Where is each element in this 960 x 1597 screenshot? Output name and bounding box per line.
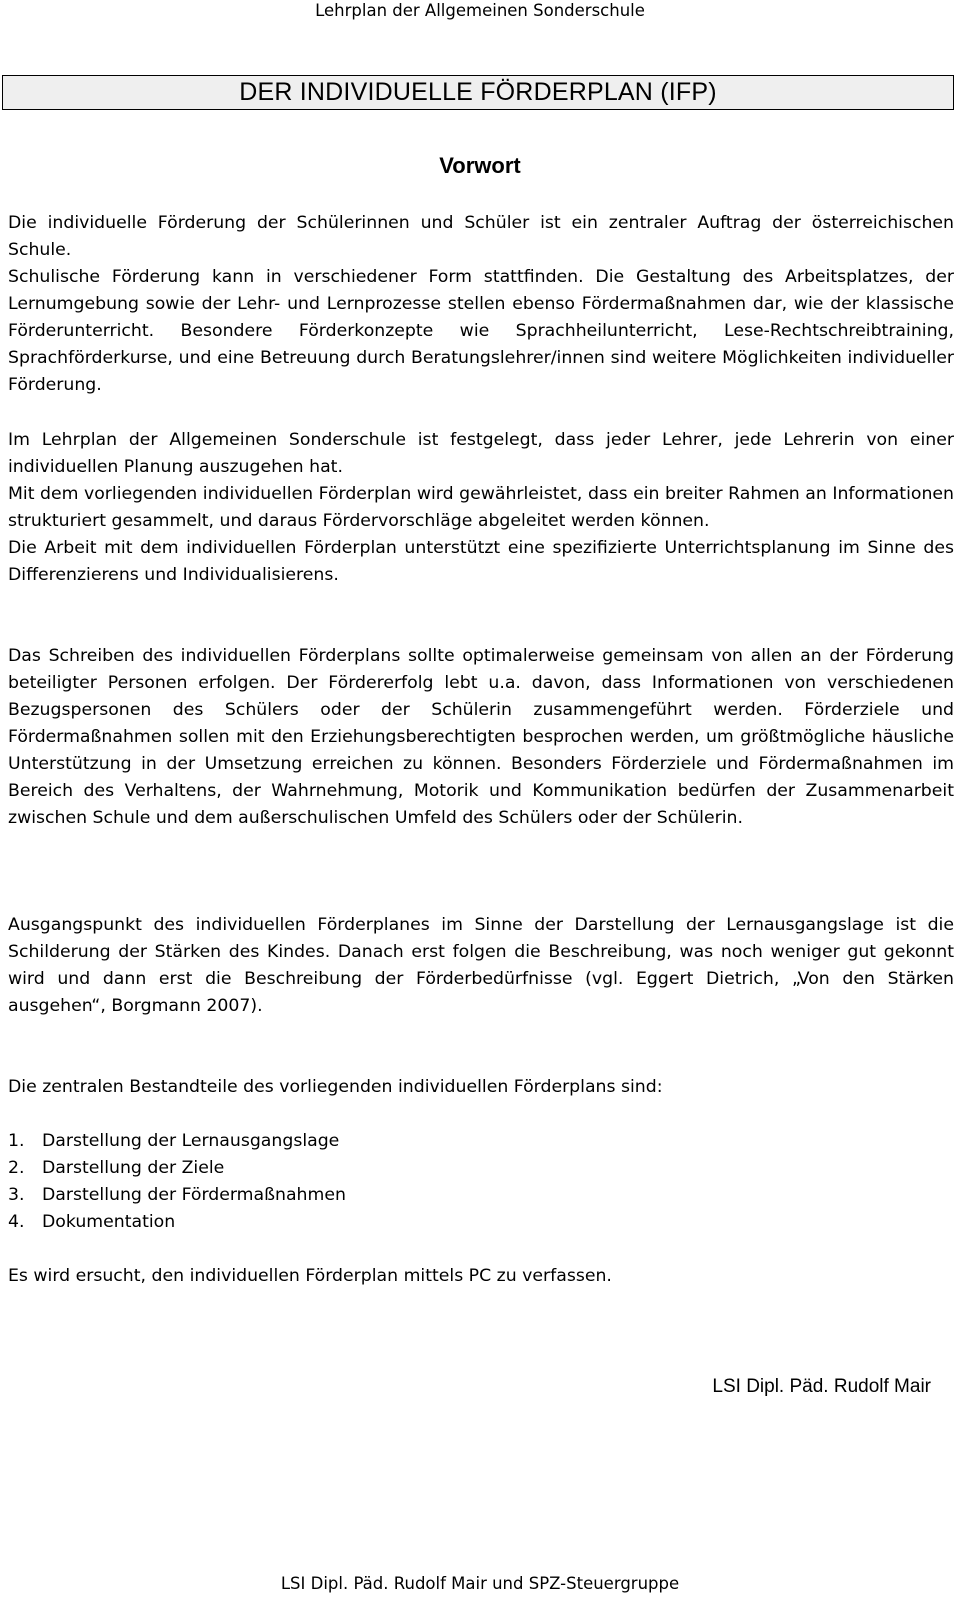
list-item-number: 2. [8,1158,25,1178]
title-box [2,75,954,110]
list-intro [8,1074,954,1101]
list-item [8,1209,954,1236]
paragraph-ausgangspunkt: Ausgangspunkt des individuellen Förderplanes im Sinne der Darstellung der Lernausgangslage ist die Schilderung der Stärken des Kindes. Danach erst folgen die Beschreibung, was noch weniger gut gekonnt wird und dann erst die Beschreibung der Förderbedürfnisse (vgl. Eggert Dietrich, „Von den Stärken ausgehen“, Borgmann 2007). [8,915,954,1016]
component-list [8,1128,954,1236]
list-item-number: 4. [8,1212,25,1232]
paragraph-lehrplan: Im Lehrplan der Allgemeinen Sonderschule ist festgelegt, dass jeder Lehrer, jede Lehrerin von einer individuellen Planung auszugehen hat. [8,430,954,477]
header-text: Lehrplan der Allgemeinen Sonderschule [315,1,645,20]
list-item-number: 1. [8,1131,25,1151]
list-intro-text: Die zentralen Bestandteile des vorliegenden individuellen Förderplans sind: [8,1077,663,1097]
paragraph-zusammenarbeit: Das Schreiben des individuellen Förderplans sollte optimalerweise gemeinsam von allen an der Förderung beteiligter Personen erfolgen. Der Fördererfolg lebt u.a. davon, dass Informationen von verschiedenen Bezugspersonen des Schülers oder der Schülerin zusammengeführt werden. Förderziele und Fördermaßnahmen sollen mit den Erziehungsberechtigten besprochen werden, um größtmögliche häusliche Unterstützung in der Umsetzung erreichen zu können. Besonders Förderziele und Fördermaßnahmen im Bereich des Verhaltens, der Wahrnehmung, Motorik und Kommunikation bedürfen der Zusammenarbeit zwischen Schule und dem außerschulischen Umfeld des Schülers oder der Schülerin. [8,646,954,828]
list-item [8,1182,954,1209]
footer-text: LSI Dipl. Päd. Rudolf Mair und SPZ-Steuergruppe [280,1574,680,1593]
closing-text: Es wird ersucht, den individuellen Förderplan mittels PC zu verfassen. [8,1266,612,1286]
list-item [8,1155,954,1182]
list-item-label: Darstellung der Lernausgangslage [42,1131,340,1151]
section-heading-vorwort: Vorwort [439,153,521,178]
list-item-number: 3. [8,1185,25,1205]
list-item-label: Dokumentation [42,1212,176,1232]
page-header [0,0,960,22]
list-item-label: Darstellung der Ziele [42,1158,225,1178]
paragraph-group-2 [8,427,954,589]
closing-paragraph [8,1263,954,1290]
page-footer [0,1573,960,1595]
paragraph-foerderplan: Mit dem vorliegenden individuellen Förderplan wird gewährleistet, dass ein breiter Rahmen an Informationen strukturiert gesammelt, und daraus Fördervorschläge abgeleitet werden können. [8,484,954,531]
paragraph-foerderformen: Schulische Förderung kann in verschiedener Form stattfinden. Die Gestaltung des Arbeitsplatzes, der Lernumgebung sowie der Lehr- und Lernprozesse stellen ebenso Fördermaßnahmen dar, wie der klassische Förderunterricht. Besondere Förderkonzepte wie Sprachheilunterricht, Lese-Rechtschreibtraining, Sprachförderkurse, und eine Betreuung durch Beratungslehrer/innen sind weitere Möglichkeiten individueller Förderung. [8,267,954,395]
list-item [8,1128,954,1155]
signature: LSI Dipl. Päd. Rudolf Mair [712,1376,931,1397]
paragraph-unterrichtsplanung: Die Arbeit mit dem individuellen Förderplan unterstützt eine spezifizierte Unterrichtsplanung im Sinne des Differenzierens und Individualisierens. [8,538,954,585]
paragraph-intro: Die individuelle Förderung der Schülerinnen und Schüler ist ein zentraler Auftrag der österreichischen Schule. [8,213,954,260]
list-item-label: Darstellung der Fördermaßnahmen [42,1185,346,1205]
document-title: DER INDIVIDUELLE FÖRDERPLAN (IFP) [239,78,717,106]
paragraph-group-4 [8,912,954,1020]
paragraph-group-3 [8,643,954,832]
paragraph-group-1 [8,210,954,399]
